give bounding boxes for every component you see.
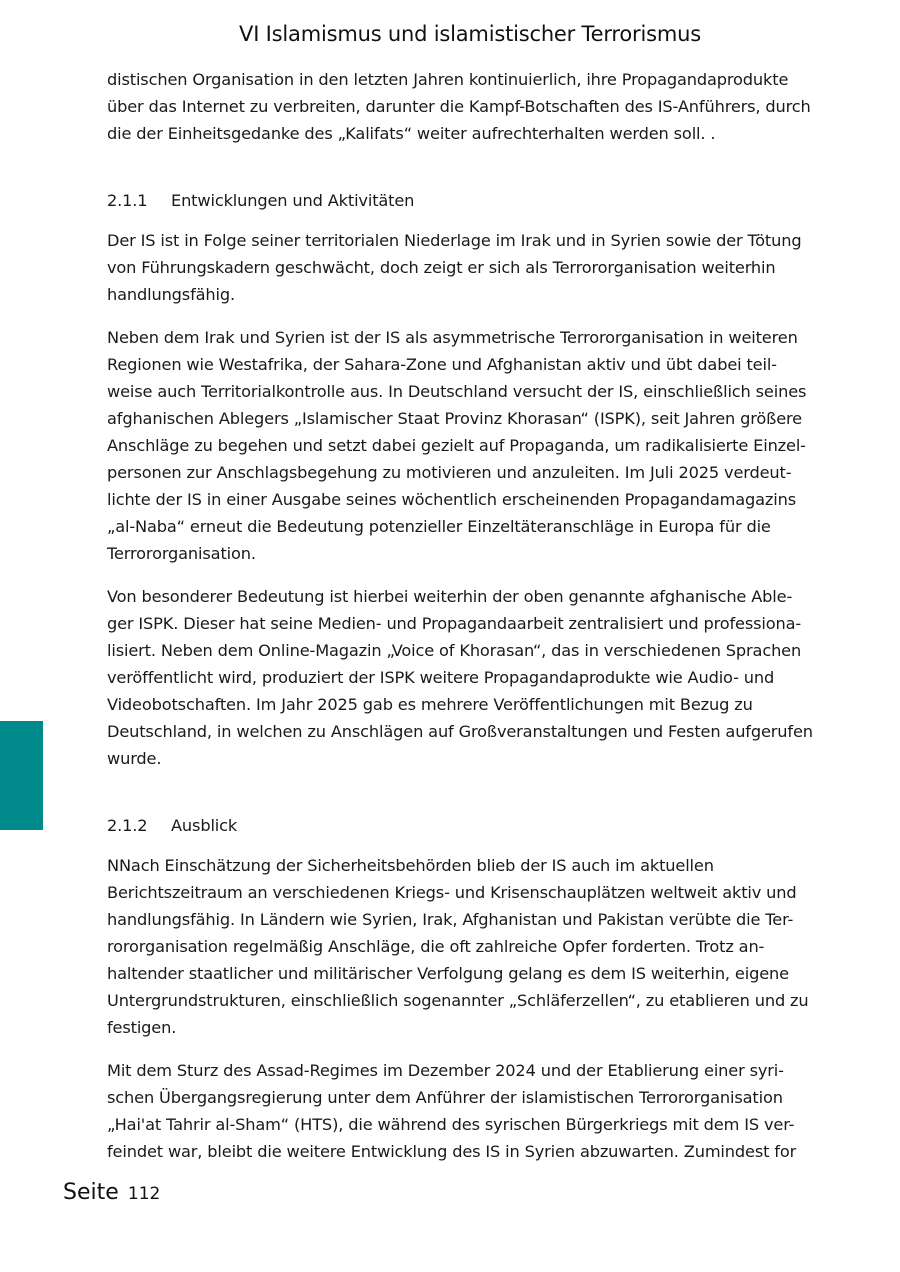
- section-title: Ausblick: [171, 816, 238, 835]
- paragraph-4: NNach Einschätzung der Sicherheitsbehörden blieb der IS auch im aktuellen Berichtszeitraum an verschiedenen Kriegs- und Krisenschauplätzen weltweit aktiv und handlungsfähig. In Ländern wie Syrien, Irak, Afghanistan und Pakistan verübte die Ter- rororganisation regelmäßig Anschläge, die oft zahlreiche Opfer forderten. Trotz an- haltender staatlicher und militärischer Verfolgung gelang es dem IS weiterhin, eigene Untergrundstrukturen, einschließlich sogenannter „Schläferzellen“, zu etablieren und zu festigen.: [107, 856, 809, 1037]
- page-label: Seite: [63, 1180, 119, 1205]
- section-number: 2.1.2: [107, 816, 148, 835]
- paragraph-2: Neben dem Irak und Syrien ist der IS als asymmetrische Terrororganisation in weiteren Regionen wie Westafrika, der Sahara-Zone und Afghanistan aktiv und übt dabei teil- weise auch Territorialkontrolle aus. In Deutschland versucht der IS, einschließlich seines afghanischen Ablegers „Islamischer Staat Provinz Khorasan“ (ISPK), seit Jahren größere Anschläge zu begehen und setzt dabei gezielt auf Propaganda, um radikalisierte Einzel- personen zur Anschlagsbegehung zu motivieren und anzuleiten. Im Juli 2025 verdeut- lichte der IS in einer Ausgabe seines wöchentlich erscheinenden Propagandamagazins „al-Naba“ erneut die Bedeutung potenzieller Einzeltäteranschläge in Europa für die Terrororganisation.: [107, 328, 807, 563]
- section-number: 2.1.1: [107, 191, 148, 210]
- section-heading-2-1-1: [107, 187, 842, 214]
- chapter-side-tab: [0, 721, 43, 830]
- paragraph-5: Mit dem Sturz des Assad-Regimes im Dezember 2024 und der Etablierung einer syri- schen Übergangsregierung unter dem Anführer der islamistischen Terrororganisation „Hai'at Tahrir al-Sham“ (HTS), die während des syrischen Bürgerkriegs mit dem IS ver- feindet war, bleibt die weitere Entwicklung des IS in Syrien abzuwarten. Zumindest for: [107, 1061, 797, 1161]
- section-title: Entwicklungen und Aktivitäten: [171, 191, 415, 210]
- paragraph-intro: distischen Organisation in den letzten Jahren kontinuierlich, ihre Propagandaprodukte über das Internet zu verbreiten, darunter die Kampf-Botschaften des IS-Anführers, durch die der Einheitsgedanke des „Kalifats“ weiter aufrechterhalten werden soll. .: [107, 70, 811, 143]
- page-number: 112: [127, 1184, 161, 1204]
- paragraph-3: Von besonderer Bedeutung ist hierbei weiterhin der oben genannte afghanische Able- ger ISPK. Dieser hat seine Medien- und Propagandaarbeit zentralisiert und professiona- lisiert. Neben dem Online-Magazin „Voice of Khorasan“, das in verschiedenen Sprachen veröffentlicht wird, produziert der ISPK weitere Propagandaprodukte wie Audio- und Videobotschaften. Im Jahr 2025 gab es mehrere Veröffentlichungen mit Bezug zu Deutschland, in welchen zu Anschlägen auf Großveranstaltungen und Festen aufgerufen wurde.: [107, 587, 813, 768]
- paragraph-1: Der IS ist in Folge seiner territorialen Niederlage im Irak und in Syrien sowie der Tötung von Führungskadern geschwächt, doch zeigt er sich als Terrororganisation weiterhin handlungsfähig.: [107, 231, 802, 304]
- page-header-title: VI Islamismus und islamistischer Terrorismus: [239, 22, 701, 46]
- page-footer: [63, 1180, 160, 1205]
- document-body: [107, 66, 842, 1181]
- section-heading-2-1-2: [107, 812, 842, 839]
